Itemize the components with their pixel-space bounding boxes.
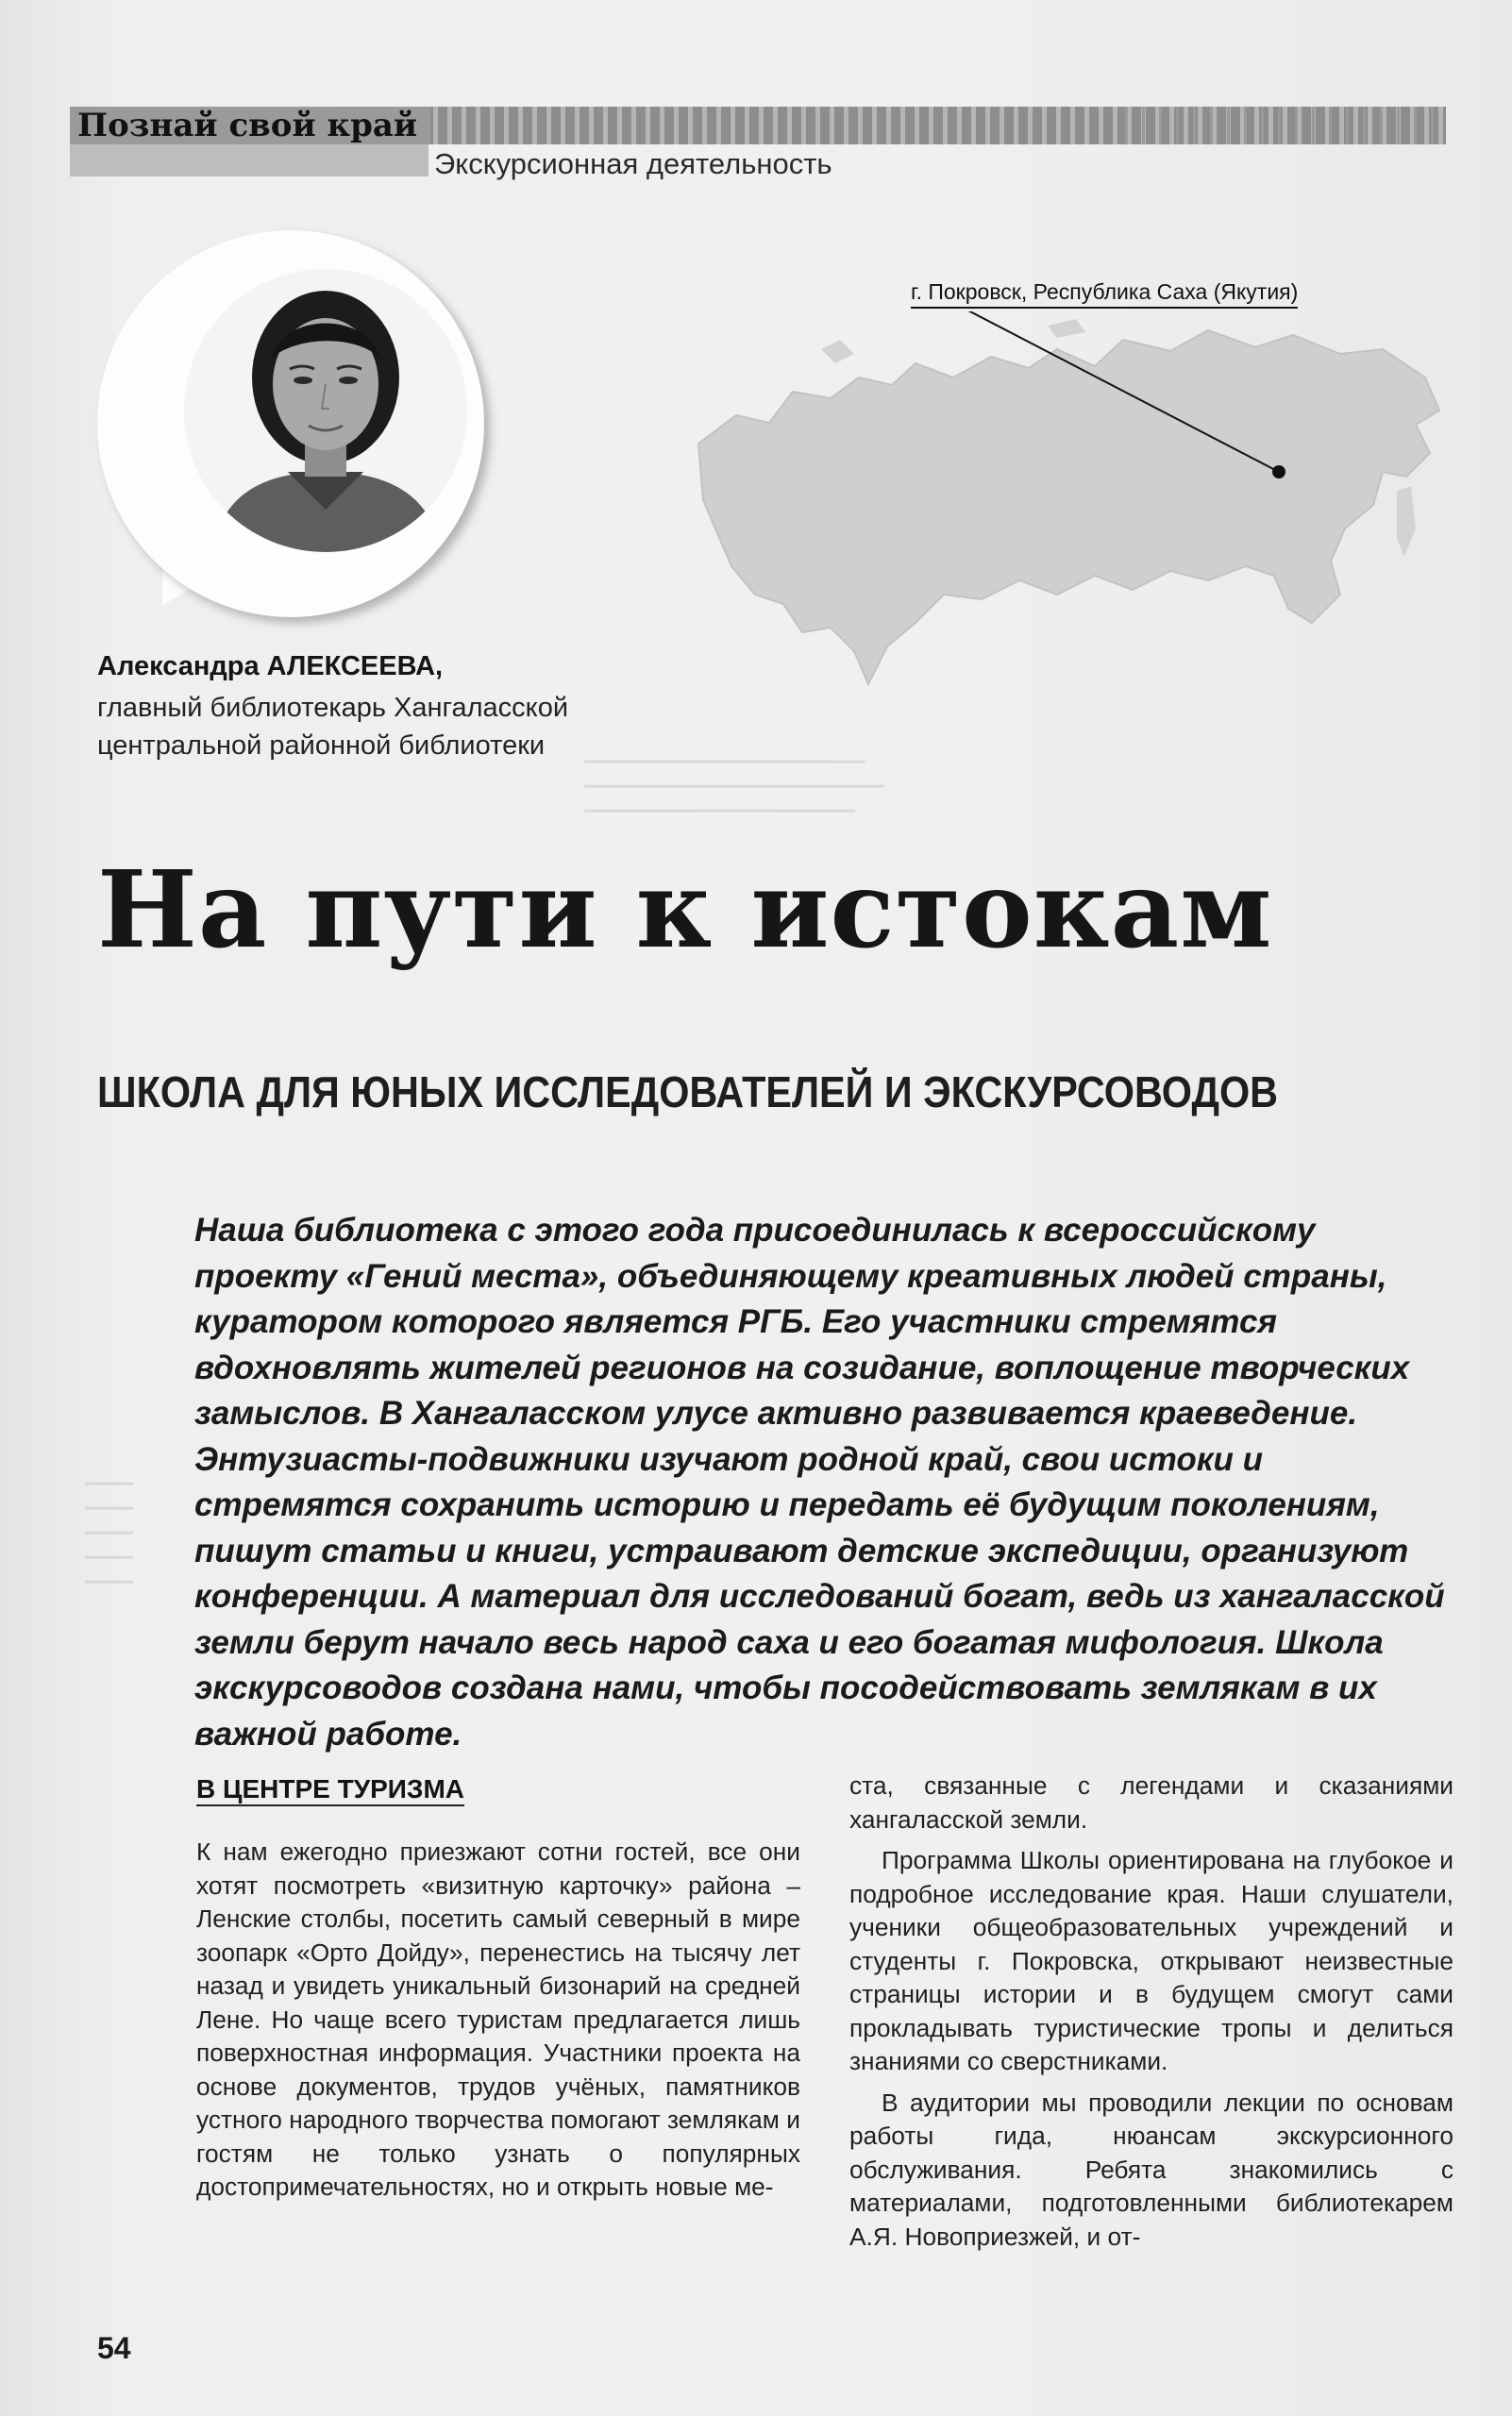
body-paragraph: ста, связанные с легендами и сказаниями хангаласской земли. — [849, 1771, 1453, 1834]
section-heading: В ЦЕНТРЕ ТУРИЗМА — [196, 1774, 464, 1806]
article-subheadline: ШКОЛА ДЛЯ ЮНЫХ ИССЛЕДОВАТЕЛЕЙ И ЭКСКУРСОВОДОВ — [97, 1067, 1279, 1116]
bleed-through-texture: ━━━━━━━━━━━━━━━━━━━━━━━━━━━━━ ━━━━━━━━━━━━━━━━━━━━━━━━━━━━━━━ ━━━━━━━━━━━━━━━━━━━━━━━━━━━━ — [584, 753, 884, 820]
author-role: главный библиотекарь Хангаласской центральной районной библиотеки — [97, 693, 569, 761]
russia-map-icon — [680, 311, 1453, 698]
author-portrait — [184, 269, 467, 552]
body-column-right — [849, 1770, 1453, 2254]
body-paragraph: В аудитории мы проводили лекции по основам работы гида, нюансам экскурсионного обслуживания. Ребята знакомились с материалами, подготовленными библиотекарем А.Я. Новоприезжей, и от- — [849, 2088, 1453, 2251]
map-location-label: г. Покровск, Республика Саха (Якутия) — [911, 279, 1298, 309]
author-name: Александра АЛЕКСЕЕВА, — [97, 651, 444, 681]
article-headline: На пути к истокам — [97, 848, 1273, 972]
section-header-underlay — [70, 144, 428, 176]
body-paragraph: К нам ежегодно приезжают сотни гостей, все они хотят посмотреть «визитную карточку» района – Ленские столбы, посетить самый северный в мире зоопарк «Орто Дойду», перенестись на тысячу лет назад и увидеть уникальный бизонарий на средней Лене. Но чаще всего туристам предлагается лишь поверхностная информация. Участники проекта на основе документов, трудов учёных, памятников устного народного творчества помогают землякам и гостям не только узнать о популярных достопримечательностях, но и открыть новые ме- — [196, 1837, 800, 2201]
page-number: 54 — [97, 2331, 131, 2365]
body-column-left — [196, 1836, 800, 2205]
bleed-through-texture-left: ━━━━━ ━━━━━ ━━━━━ ━━━━━ ━━━━━ — [85, 1475, 134, 1591]
section-title: Познай свой край — [70, 107, 430, 144]
author-photo-icon — [184, 269, 467, 552]
body-paragraph: Программа Школы ориентирована на глубокое и подробное исследование края. Наши слушатели, ученики общеобразовательных учреждений и студенты г. Покровска, открывают неизвестные страницы истории и в будущем смогут сами прокладывать туристические тропы и делиться знаниями со сверстниками. — [849, 1846, 1453, 2075]
article-lead: Наша библиотека с этого года присоединилась к всероссийскому проекту «Гений места», объединяющему креативных людей страны, куратором которого является РГБ. Его участники стремятся вдохновлять жителей регионов на созидание, воплощение творческих замыслов. В Хангаласском улусе активно развивается краеведение. Энтузиасты-подвижники изучают родной край, свои истоки и стремятся сохранить историю и передать её будущим поколениям, пишут статьи и книги, устраивают детские экспедиции, организуют конференции. А материал для исследований богат, ведь из хангаласской земли берут начало весь народ саха и его богатая мифология. Школа экскурсоводов создана нами, чтобы посодействовать землякам в их важной работе. — [194, 1212, 1445, 1753]
section-subtitle: Экскурсионная деятельность — [434, 147, 832, 180]
